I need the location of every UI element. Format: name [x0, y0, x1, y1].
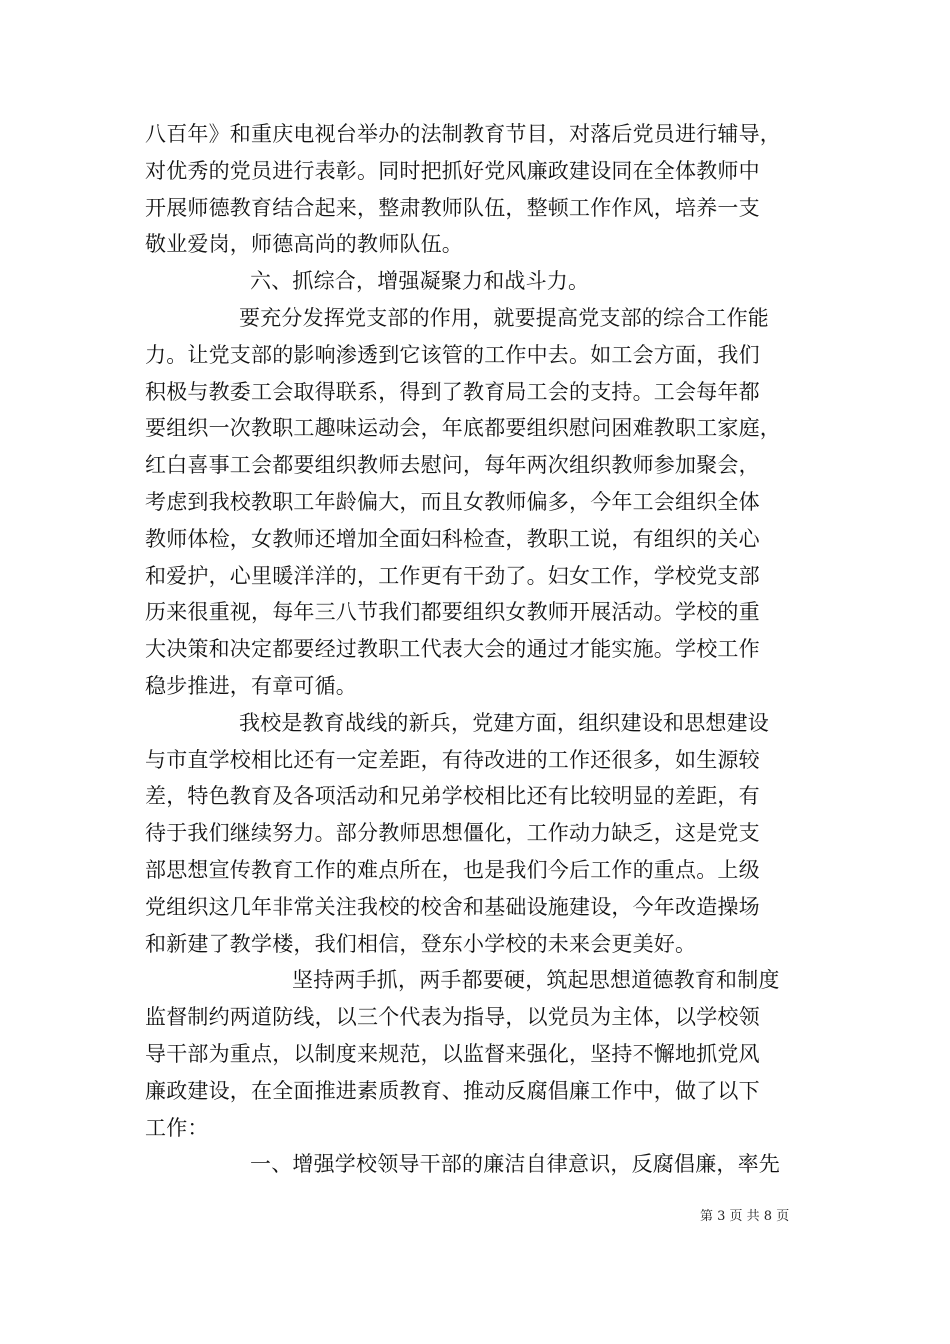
text-line: 稳步推进，有章可循。 — [145, 673, 357, 698]
text-line: 廉政建设，在全面推进素质教育、推动反腐倡廉工作中，做了以下 — [145, 1078, 760, 1103]
text-line: 八百年》和重庆电视台举办的法制教育节目，对落后党员进行辅导， — [145, 122, 781, 146]
text-line: 工作： — [145, 1115, 209, 1140]
text-line: 要组织一次教职工趣味运动会，年底都要组织慰问困难教职工家庭， — [145, 416, 781, 441]
document-body — [145, 116, 810, 1183]
text-line: 考虑到我校教职工年龄偏大，而且女教师偏多，今年工会组织全体 — [145, 489, 760, 514]
text-line: 与市直学校相比还有一定差距，有待改进的工作还很多，如生源较 — [145, 747, 760, 772]
text-line: 历来很重视，每年三八节我们都要组织女教师开展活动。学校的重 — [145, 600, 760, 625]
text-line: 和爱护，心里暖洋洋的，工作更有干劲了。妇女工作，学校党支部 — [145, 563, 760, 588]
text-line: 大决策和决定都要经过教职工代表大会的通过才能实施。学校工作 — [145, 637, 760, 662]
text-line: 我校是教育战线的新兵，党建方面，组织建设和思想建设 — [239, 710, 769, 735]
text-line: 积极与教委工会取得联系，得到了教育局工会的支持。工会每年都 — [145, 379, 760, 404]
text-line: 差，特色教育及各项活动和兄弟学校相比还有比较明显的差距，有 — [145, 784, 760, 809]
text-line: 红白喜事工会都要组织教师去慰问，每年两次组织教师参加聚会， — [145, 453, 760, 478]
text-line: 和新建了教学楼，我们相信，登东小学校的未来会更美好。 — [145, 931, 697, 956]
text-line: 教师体检，女教师还增加全面妇科检查，教职工说，有组织的关心 — [145, 526, 760, 551]
text-line: 力。让党支部的影响渗透到它该管的工作中去。如工会方面，我们 — [145, 342, 760, 367]
section-heading: 六、抓综合，增强凝聚力和战斗力。 — [250, 269, 590, 294]
text-line: 敬业爱岗，师德高尚的教师队伍。 — [145, 232, 463, 257]
text-line: 开展师德教育结合起来，整肃教师队伍，整顿工作作风，培养一支 — [145, 195, 760, 220]
text-line: 对优秀的党员进行表彰。同时把抓好党风廉政建设同在全体教师中 — [145, 158, 760, 183]
text-line: 导干部为重点，以制度来规范，以监督来强化，坚持不懈地抓党风 — [145, 1041, 760, 1066]
text-line: 党组织这几年非常关注我校的校舍和基础设施建设，今年改造操场 — [145, 894, 760, 919]
text-line: 要充分发挥党支部的作用，就要提高党支部的综合工作能 — [239, 305, 769, 330]
text-line: 部思想宣传教育工作的难点所在，也是我们今后工作的重点。上级 — [145, 857, 760, 882]
page-number-footer: 第 3 页 共 8 页 — [700, 1209, 790, 1224]
text-line: 一、增强学校领导干部的廉洁自律意识，反腐倡廉，率先 — [250, 1152, 780, 1177]
text-line: 监督制约两道防线，以三个代表为指导，以党员为主体，以学校领 — [145, 1005, 760, 1030]
text-line: 待于我们继续努力。部分教师思想僵化，工作动力缺乏，这是党支 — [145, 821, 760, 846]
text-line: 坚持两手抓，两手都要硬，筑起思想道德教育和制度 — [292, 968, 780, 993]
